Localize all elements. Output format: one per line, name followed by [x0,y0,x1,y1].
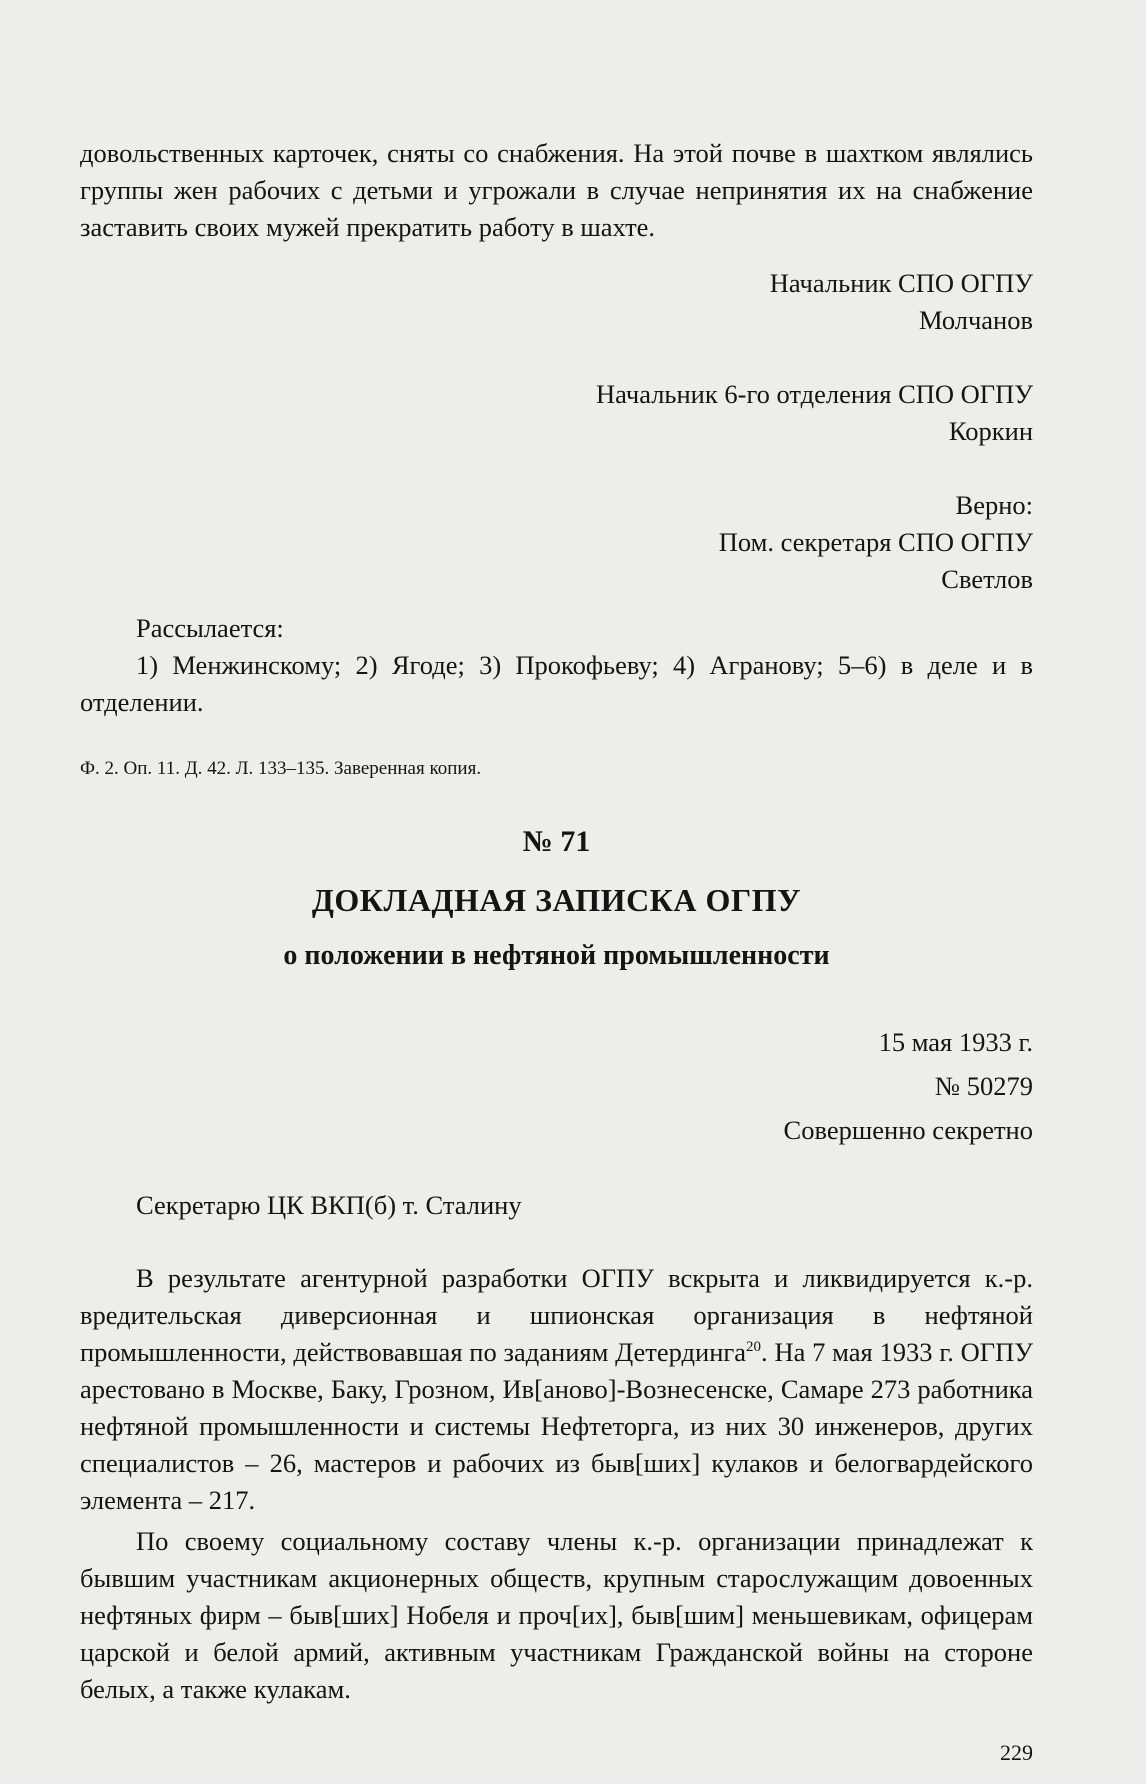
body-paragraph-2: По своему социальному составу члены к.-р. организации принадлежат к бывшим участникам акционерных обществ, крупным старослужащим довоенных нефтяных фирм – быв[ших] Нобеля и проч[их], быв[шим] меньшевикам, офицерам царской и белой армий, активным участникам Гражданской войны на стороне белых, а также кулакам. [80,1526,1033,1704]
classification-stamp: Совершенно секретно [783,1115,1033,1145]
document-header [80,820,1033,976]
signature-title-2: Начальник 6-го отделения СПО ОГПУ [596,379,1033,409]
body-paragraph-1 [80,1260,1033,1519]
para1-text-b: . На 7 мая 1933 г. ОГПУ арестовано в Москве, Баку, Грозном, Ив[аново]-Вознесенске, Самаре 273 работника нефтяной промышленности и системы Нефтеторга, из них 30 инженеров, других специалистов – 26, мастеров и рабочих из быв[ших] кулаков и белогвардейского элемента – 217. [80,1337,1033,1515]
signature-name-1: Молчанов [918,305,1033,335]
document-subtitle: о положении в нефтяной промышленности [283,940,830,971]
signature-title-1: Начальник СПО ОГПУ [769,268,1033,298]
document-date: 15 мая 1933 г. [878,1027,1033,1057]
verified-label: Верно: [955,490,1033,520]
document-meta [80,1020,1033,1152]
signature-title-3: Пом. секретаря СПО ОГПУ [718,527,1033,557]
signature-block [80,265,1033,598]
source-note-block [80,756,1033,782]
document-title: ДОКЛАДНАЯ ЗАПИСКА ОГПУ [311,882,802,918]
addressee-block [80,1187,1033,1224]
signature-name-2: Коркин [948,416,1033,446]
top-paragraph-block [80,135,1033,246]
footnote-ref-20: 20 [746,1339,762,1356]
source-note: Ф. 2. Оп. 11. Д. 42. Л. 133–135. Заверенная копия. [80,758,482,779]
para1-text-a: В результате агентурной разработки ОГПУ вскрыта и ликвидируется к.-р. вредительская диверсионная и шпионская организация в нефтяной промышленности, действовавшая по заданиям Детердинга [80,1263,1033,1367]
page-number: 229 [1000,1740,1033,1765]
addressee: Секретарю ЦК ВКП(б) т. Сталину [136,1190,522,1220]
top-paragraph: довольственных карточек, сняты со снабжения. На этой почве в шахтком являлись группы жен рабочих с детьми и угрожали в случае непринятия их на снабжение заставить своих мужей прекратить работу в шахте. [80,138,1033,242]
document-number: № 71 [522,825,591,858]
signature-name-3: Светлов [941,564,1033,594]
registration-number: № 50279 [934,1071,1033,1101]
distribution-block [80,610,1033,721]
body-block [80,1260,1033,1708]
distribution-label: Рассылается: [136,613,284,643]
distribution-list: 1) Менжинскому; 2) Ягоде; 3) Прокофьеву; 4) Агранову; 5–6) в деле и в отделении. [80,650,1033,717]
